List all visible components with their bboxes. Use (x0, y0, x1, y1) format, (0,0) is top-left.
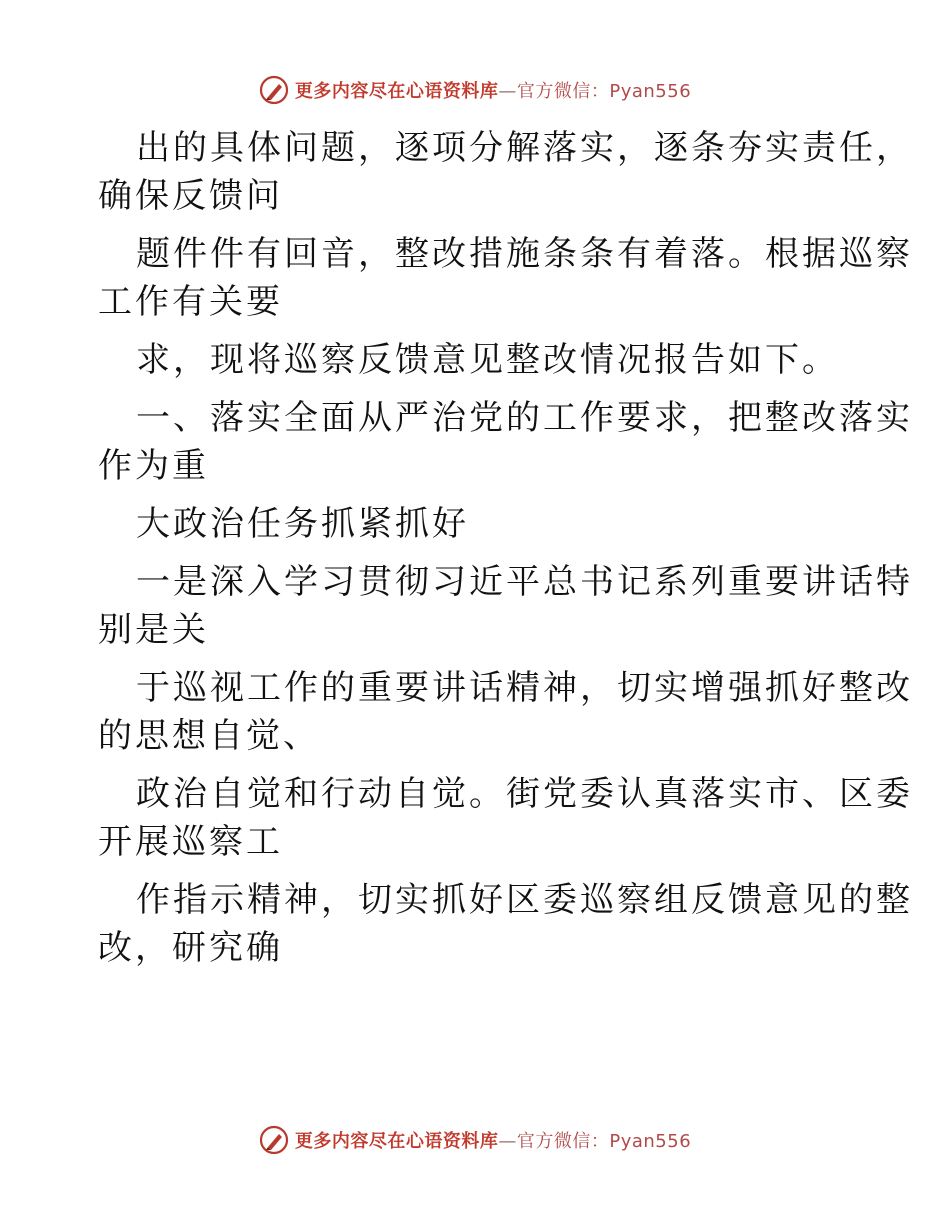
text-line-16: 改，研究确 (98, 928, 283, 968)
text-line-10: 别是关 (98, 610, 209, 650)
banner-wechat-label: 官方微信： (516, 1131, 610, 1152)
text-line-4: 工作有关要 (98, 282, 283, 322)
text-line-9: 一是深入学习贯彻习近平总书记系列重要讲话特 (136, 562, 913, 602)
text-line-8: 大政治任务抓紧抓好 (136, 504, 469, 544)
document-body (98, 124, 913, 972)
text-line-15: 作指示精神，切实抓好区委巡察组反馈意见的整 (136, 880, 913, 920)
text-line-1: 出的具体问题，逐项分解落实，逐条夯实责任， (136, 128, 913, 168)
banner-separator: — (498, 81, 517, 102)
text-line-7: 作为重 (98, 446, 209, 486)
text-line-12: 的思想自觉、 (98, 716, 320, 756)
text-line-5: 求，现将巡察反馈意见整改情况报告如下。 (136, 340, 839, 380)
pen-seal-icon (259, 75, 289, 105)
text-line-2: 确保反馈问 (98, 176, 283, 216)
footer-banner (0, 1120, 950, 1160)
banner-text (295, 77, 691, 103)
text-line-3: 题件件有回音，整改措施条条有着落。根据巡察 (136, 234, 913, 274)
banner-brand: 更多内容尽在心语资料库 (294, 81, 499, 102)
banner-brand: 更多内容尽在心语资料库 (294, 1131, 499, 1152)
banner-wechat-label: 官方微信： (516, 81, 610, 102)
text-line-6: 一、落实全面从严治党的工作要求，把整改落实 (136, 398, 913, 438)
text-line-14: 开展巡察工 (98, 822, 283, 862)
banner-text (295, 1127, 691, 1153)
banner-separator: — (498, 1131, 517, 1152)
text-line-13: 政治自觉和行动自觉。街党委认真落实市、区委 (136, 774, 913, 814)
banner-wechat-id: Pyan556 (609, 81, 692, 102)
text-line-11: 于巡视工作的重要讲话精神，切实增强抓好整改 (136, 668, 913, 708)
pen-seal-icon (259, 1125, 289, 1155)
banner-wechat-id: Pyan556 (609, 1131, 692, 1152)
header-banner (0, 70, 950, 110)
